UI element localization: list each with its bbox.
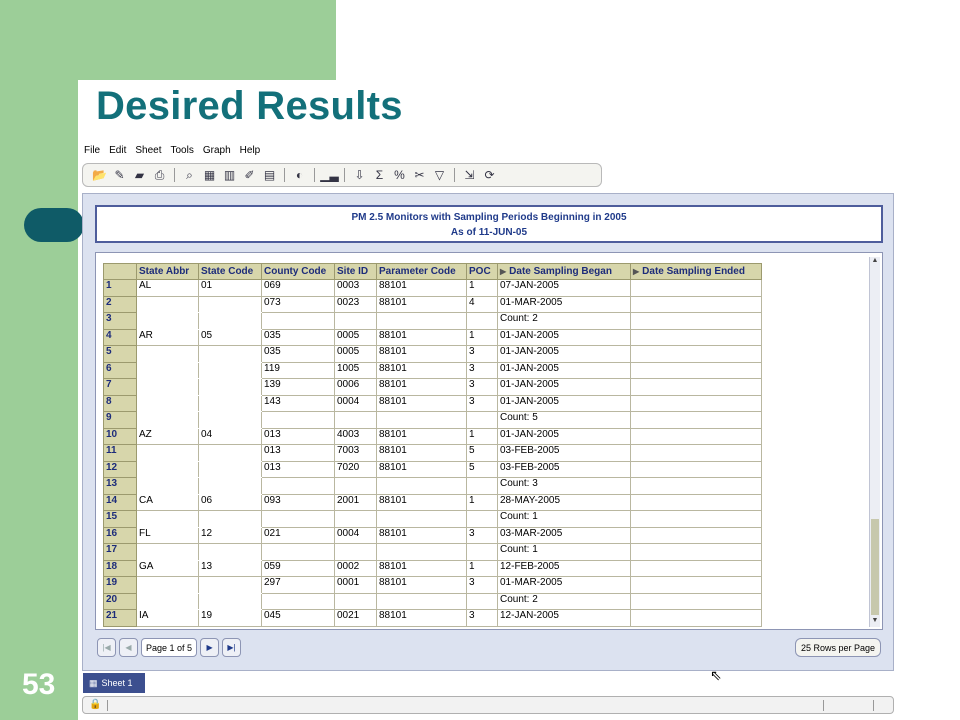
toolbar-separator bbox=[174, 168, 175, 182]
table-row[interactable] bbox=[104, 346, 762, 363]
table-cell[interactable] bbox=[631, 445, 762, 462]
pager bbox=[97, 638, 241, 657]
row-number: 4 bbox=[104, 329, 137, 346]
table-cell[interactable]: 1 bbox=[467, 428, 498, 445]
slide-title: Desired Results bbox=[96, 84, 403, 128]
export-icon[interactable]: ⇩ bbox=[354, 168, 365, 182]
column-header-label: County Code bbox=[264, 266, 327, 277]
table-cell[interactable]: 01-JAN-2005 bbox=[498, 346, 631, 363]
table-cell[interactable]: 88101 bbox=[377, 280, 467, 297]
print-icon[interactable]: ⎙ bbox=[154, 167, 165, 182]
table-cell[interactable]: 3 bbox=[467, 395, 498, 412]
table-cell[interactable]: 119 bbox=[262, 362, 335, 379]
table-cell[interactable] bbox=[631, 560, 762, 577]
menu-tools[interactable]: Tools bbox=[170, 145, 194, 156]
table-cell[interactable]: 88101 bbox=[377, 445, 467, 462]
find-icon[interactable]: ⌕ bbox=[186, 167, 193, 182]
table-cell[interactable]: 3 bbox=[467, 362, 498, 379]
table-cell[interactable]: 1005 bbox=[335, 362, 377, 379]
column-header[interactable] bbox=[377, 264, 467, 280]
table-cell[interactable] bbox=[631, 461, 762, 478]
table-cell[interactable] bbox=[631, 428, 762, 445]
table-cell[interactable]: 3 bbox=[467, 610, 498, 627]
slide-number: 53 bbox=[22, 668, 56, 701]
table-cell[interactable] bbox=[137, 577, 199, 594]
percent-icon[interactable]: % bbox=[394, 168, 405, 182]
table-cell[interactable]: 073 bbox=[262, 296, 335, 313]
table-cell[interactable]: 0021 bbox=[335, 610, 377, 627]
row-number: 14 bbox=[104, 494, 137, 511]
table-cell[interactable]: 88101 bbox=[377, 346, 467, 363]
table-cell[interactable]: 03-MAR-2005 bbox=[498, 527, 631, 544]
table-cell[interactable] bbox=[137, 362, 199, 379]
table-cell[interactable]: 3 bbox=[467, 346, 498, 363]
table-cell[interactable]: 88101 bbox=[377, 560, 467, 577]
table-cell[interactable]: AL bbox=[137, 280, 199, 297]
table-cell[interactable]: 12-JAN-2005 bbox=[498, 610, 631, 627]
drill-icon[interactable]: ⇲ bbox=[464, 168, 475, 182]
toolbar-separator bbox=[454, 168, 455, 182]
table-cell[interactable]: 88101 bbox=[377, 395, 467, 412]
scrollbar-thumb[interactable] bbox=[871, 519, 879, 615]
table-cell[interactable]: 88101 bbox=[377, 428, 467, 445]
table-row[interactable] bbox=[104, 511, 762, 528]
table-row[interactable] bbox=[104, 329, 762, 346]
row-number: 2 bbox=[104, 296, 137, 313]
table-cell[interactable] bbox=[467, 313, 498, 330]
table-row[interactable] bbox=[104, 478, 762, 495]
table-cell[interactable]: 0001 bbox=[335, 577, 377, 594]
page-indicator: Page 1 of 5 bbox=[141, 638, 197, 657]
table-cell[interactable]: 88101 bbox=[377, 296, 467, 313]
table-cell[interactable] bbox=[199, 379, 262, 396]
table-cell[interactable] bbox=[335, 412, 377, 429]
table-cell[interactable]: 5 bbox=[467, 461, 498, 478]
table-cell[interactable]: 03-FEB-2005 bbox=[498, 445, 631, 462]
table-cell[interactable] bbox=[262, 412, 335, 429]
table-row[interactable] bbox=[104, 461, 762, 478]
column-header[interactable] bbox=[498, 264, 631, 280]
table-row[interactable] bbox=[104, 610, 762, 627]
results-grid-panel bbox=[95, 252, 883, 630]
row-number: 11 bbox=[104, 445, 137, 462]
toolbar bbox=[82, 163, 602, 187]
table-cell[interactable]: 013 bbox=[262, 461, 335, 478]
column-header-label: POC bbox=[469, 266, 491, 277]
table-cell[interactable]: 01-JAN-2005 bbox=[498, 379, 631, 396]
table-cell[interactable] bbox=[631, 544, 762, 561]
rows-per-page-button[interactable]: 25 Rows per Page bbox=[795, 638, 881, 657]
table-row[interactable] bbox=[104, 494, 762, 511]
row-number: 3 bbox=[104, 313, 137, 330]
table-cell[interactable] bbox=[199, 412, 262, 429]
column-header[interactable] bbox=[199, 264, 262, 280]
save-icon[interactable]: ✎ bbox=[114, 168, 125, 182]
row-number: 13 bbox=[104, 478, 137, 495]
table-cell[interactable]: 0023 bbox=[335, 296, 377, 313]
table-cell[interactable] bbox=[137, 445, 199, 462]
table-cell[interactable] bbox=[335, 313, 377, 330]
table-row[interactable] bbox=[104, 445, 762, 462]
scroll-up-icon[interactable]: ▲ bbox=[871, 257, 879, 264]
table-row[interactable] bbox=[104, 412, 762, 429]
table-cell[interactable] bbox=[467, 412, 498, 429]
table-cell[interactable]: 013 bbox=[262, 428, 335, 445]
table-cell[interactable]: 0003 bbox=[335, 280, 377, 297]
row-number: 1 bbox=[104, 280, 137, 297]
table-row[interactable] bbox=[104, 544, 762, 561]
table-cell[interactable]: 0004 bbox=[335, 395, 377, 412]
table-cell[interactable]: 7020 bbox=[335, 461, 377, 478]
sheet-icon: ▦ bbox=[89, 677, 98, 688]
toolbar-separator bbox=[284, 168, 285, 182]
row-number: 7 bbox=[104, 379, 137, 396]
row-number: 18 bbox=[104, 560, 137, 577]
crosstab-icon[interactable]: ▥ bbox=[223, 168, 236, 182]
table-cell[interactable]: 035 bbox=[262, 329, 335, 346]
table-cell[interactable] bbox=[631, 362, 762, 379]
toolbar-separator bbox=[344, 168, 345, 182]
menu-help[interactable]: Help bbox=[239, 145, 261, 156]
table-cell[interactable]: 05 bbox=[199, 329, 262, 346]
table-cell[interactable]: GA bbox=[137, 560, 199, 577]
row-number: 16 bbox=[104, 527, 137, 544]
table-cell[interactable]: 1 bbox=[467, 280, 498, 297]
row-number: 21 bbox=[104, 610, 137, 627]
table-cell[interactable]: 12 bbox=[199, 527, 262, 544]
table-cell[interactable] bbox=[467, 478, 498, 495]
menu-graph[interactable]: Graph bbox=[202, 145, 231, 156]
table-cell[interactable]: 0002 bbox=[335, 560, 377, 577]
table-cell[interactable] bbox=[377, 511, 467, 528]
table-cell[interactable] bbox=[199, 313, 262, 330]
table-cell[interactable] bbox=[137, 412, 199, 429]
sheet-tab[interactable] bbox=[83, 673, 145, 693]
table-cell[interactable] bbox=[262, 478, 335, 495]
table-cell[interactable] bbox=[262, 313, 335, 330]
table-cell[interactable]: 88101 bbox=[377, 494, 467, 511]
sort-triangle-icon[interactable]: ▶ bbox=[633, 267, 640, 276]
table-row[interactable] bbox=[104, 280, 762, 297]
mouse-cursor-icon: ⇖ bbox=[710, 667, 722, 683]
table-cell[interactable]: 01-JAN-2005 bbox=[498, 395, 631, 412]
table-cell[interactable] bbox=[631, 296, 762, 313]
table-cell[interactable] bbox=[137, 544, 199, 561]
table-cell[interactable] bbox=[335, 544, 377, 561]
table-row[interactable] bbox=[104, 313, 762, 330]
table-cell[interactable]: 06 bbox=[199, 494, 262, 511]
table-cell[interactable]: Count: 1 bbox=[498, 544, 631, 561]
report-title: PM 2.5 Monitors with Sampling Periods Beginning in 2005 bbox=[351, 212, 627, 223]
table-cell[interactable]: 2001 bbox=[335, 494, 377, 511]
table-cell[interactable]: 88101 bbox=[377, 362, 467, 379]
table-row[interactable] bbox=[104, 527, 762, 544]
open-icon[interactable]: 📂 bbox=[92, 168, 107, 182]
row-number: 17 bbox=[104, 544, 137, 561]
table-cell[interactable]: 01-MAR-2005 bbox=[498, 296, 631, 313]
table-cell[interactable] bbox=[335, 511, 377, 528]
table-cell[interactable]: 04 bbox=[199, 428, 262, 445]
report-subtitle: As of 11-JUN-05 bbox=[450, 227, 528, 238]
table-cell[interactable] bbox=[335, 593, 377, 610]
refresh-icon[interactable]: ⟳ bbox=[484, 168, 495, 182]
last-page-icon[interactable]: ▶| bbox=[222, 638, 241, 657]
edit-icon[interactable]: ✐ bbox=[244, 168, 255, 182]
table-cell[interactable] bbox=[137, 593, 199, 610]
table-cell[interactable]: 143 bbox=[262, 395, 335, 412]
results-table bbox=[103, 263, 762, 627]
table-row[interactable] bbox=[104, 362, 762, 379]
next-page-icon[interactable]: ▶ bbox=[200, 638, 219, 657]
status-divider bbox=[873, 700, 874, 711]
table-cell[interactable] bbox=[631, 610, 762, 627]
paint-icon[interactable]: ✂ bbox=[414, 168, 425, 182]
table-cell[interactable] bbox=[199, 544, 262, 561]
table-icon[interactable]: ▦ bbox=[203, 168, 216, 182]
table-cell[interactable]: 01-JAN-2005 bbox=[498, 329, 631, 346]
status-divider bbox=[107, 700, 108, 711]
table-cell[interactable] bbox=[377, 478, 467, 495]
table-cell[interactable] bbox=[467, 544, 498, 561]
column-header-label: Date Sampling Began bbox=[509, 266, 612, 277]
table-row[interactable] bbox=[104, 577, 762, 594]
table-cell[interactable] bbox=[199, 478, 262, 495]
table-cell[interactable]: 5 bbox=[467, 445, 498, 462]
table-cell[interactable] bbox=[262, 544, 335, 561]
table-cell[interactable]: 3 bbox=[467, 577, 498, 594]
table-cell[interactable]: 035 bbox=[262, 346, 335, 363]
status-divider bbox=[823, 700, 824, 711]
table-row[interactable] bbox=[104, 593, 762, 610]
table-cell[interactable] bbox=[631, 346, 762, 363]
table-cell[interactable]: 01-MAR-2005 bbox=[498, 577, 631, 594]
table-cell[interactable]: 07-JAN-2005 bbox=[498, 280, 631, 297]
table-cell[interactable] bbox=[137, 346, 199, 363]
table-cell[interactable]: Count: 3 bbox=[498, 478, 631, 495]
table-cell[interactable] bbox=[377, 313, 467, 330]
table-cell[interactable]: 88101 bbox=[377, 577, 467, 594]
table-cell[interactable] bbox=[137, 461, 199, 478]
table-cell[interactable]: 0005 bbox=[335, 329, 377, 346]
table-cell[interactable]: AR bbox=[137, 329, 199, 346]
previous-page-icon[interactable]: ◀ bbox=[119, 638, 138, 657]
column-header-label: Date Sampling Ended bbox=[642, 266, 745, 277]
table-cell[interactable]: Count: 1 bbox=[498, 511, 631, 528]
toolbar-separator bbox=[314, 168, 315, 182]
table-cell[interactable] bbox=[137, 296, 199, 313]
table-cell[interactable]: 01-JAN-2005 bbox=[498, 428, 631, 445]
table-cell[interactable]: 01 bbox=[199, 280, 262, 297]
table-cell[interactable]: 139 bbox=[262, 379, 335, 396]
table-cell[interactable] bbox=[631, 478, 762, 495]
table-cell[interactable] bbox=[631, 593, 762, 610]
table-cell[interactable] bbox=[377, 544, 467, 561]
table-cell[interactable] bbox=[631, 412, 762, 429]
table-cell[interactable] bbox=[199, 296, 262, 313]
table-cell[interactable]: Count: 2 bbox=[498, 313, 631, 330]
status-bar bbox=[82, 696, 894, 714]
slide-accent-pill bbox=[24, 208, 84, 242]
row-number: 6 bbox=[104, 362, 137, 379]
table-cell[interactable]: 021 bbox=[262, 527, 335, 544]
lock-icon: 🔒 bbox=[89, 699, 102, 710]
table-cell[interactable]: 7003 bbox=[335, 445, 377, 462]
column-header[interactable] bbox=[631, 264, 762, 280]
table-cell[interactable] bbox=[631, 577, 762, 594]
table-row[interactable] bbox=[104, 296, 762, 313]
table-cell[interactable]: 1 bbox=[467, 560, 498, 577]
vertical-scrollbar[interactable] bbox=[869, 257, 880, 627]
table-cell[interactable]: 045 bbox=[262, 610, 335, 627]
table-cell[interactable]: 3 bbox=[467, 379, 498, 396]
table-cell[interactable]: 12-FEB-2005 bbox=[498, 560, 631, 577]
column-header[interactable] bbox=[262, 264, 335, 280]
table-cell[interactable]: 4003 bbox=[335, 428, 377, 445]
table-cell[interactable] bbox=[199, 461, 262, 478]
table-cell[interactable] bbox=[377, 412, 467, 429]
table-cell[interactable]: FL bbox=[137, 527, 199, 544]
row-number: 5 bbox=[104, 346, 137, 363]
table-cell[interactable]: 88101 bbox=[377, 379, 467, 396]
row-number: 20 bbox=[104, 593, 137, 610]
table-cell[interactable] bbox=[199, 511, 262, 528]
sort-triangle-icon[interactable]: ▶ bbox=[500, 267, 507, 276]
table-cell[interactable] bbox=[631, 280, 762, 297]
table-cell[interactable] bbox=[199, 577, 262, 594]
row-number: 9 bbox=[104, 412, 137, 429]
table-cell[interactable] bbox=[137, 379, 199, 396]
row-number: 15 bbox=[104, 511, 137, 528]
row-number: 12 bbox=[104, 461, 137, 478]
table-cell[interactable] bbox=[199, 346, 262, 363]
discoverer-window bbox=[80, 143, 896, 720]
table-cell[interactable] bbox=[137, 478, 199, 495]
menu-file[interactable]: File bbox=[84, 145, 101, 156]
mask-icon[interactable]: ◐ bbox=[295, 168, 304, 182]
chart-icon[interactable]: ▁▃ bbox=[320, 168, 339, 182]
table-cell[interactable]: 88101 bbox=[377, 527, 467, 544]
table-cell[interactable]: 1 bbox=[467, 494, 498, 511]
table-cell[interactable]: 01-JAN-2005 bbox=[498, 362, 631, 379]
table-cell[interactable]: 88101 bbox=[377, 461, 467, 478]
table-cell[interactable]: IA bbox=[137, 610, 199, 627]
table-cell[interactable] bbox=[262, 593, 335, 610]
row-number: 10 bbox=[104, 428, 137, 445]
sheet-tab-label: Sheet 1 bbox=[101, 678, 133, 688]
table-cell[interactable] bbox=[631, 313, 762, 330]
table-cell[interactable]: 1 bbox=[467, 329, 498, 346]
table-cell[interactable] bbox=[631, 511, 762, 528]
table-cell[interactable]: 13 bbox=[199, 560, 262, 577]
table-cell[interactable]: 059 bbox=[262, 560, 335, 577]
column-header[interactable] bbox=[335, 264, 377, 280]
table-cell[interactable]: 0004 bbox=[335, 527, 377, 544]
table-cell[interactable]: 093 bbox=[262, 494, 335, 511]
table-cell[interactable]: 3 bbox=[467, 527, 498, 544]
table-cell[interactable] bbox=[262, 511, 335, 528]
table-cell[interactable] bbox=[137, 313, 199, 330]
corner-header bbox=[104, 264, 137, 280]
slide-top-band bbox=[78, 0, 336, 80]
table-cell[interactable] bbox=[335, 478, 377, 495]
table-row[interactable] bbox=[104, 395, 762, 412]
folder-icon[interactable]: ▰ bbox=[134, 168, 145, 182]
report-header bbox=[95, 205, 883, 243]
table-row[interactable] bbox=[104, 428, 762, 445]
column-header[interactable] bbox=[137, 264, 199, 280]
table-cell[interactable]: 88101 bbox=[377, 610, 467, 627]
table-cell[interactable]: 03-FEB-2005 bbox=[498, 461, 631, 478]
table-cell[interactable] bbox=[137, 511, 199, 528]
table-cell[interactable]: 88101 bbox=[377, 329, 467, 346]
table-cell[interactable] bbox=[631, 395, 762, 412]
column-header-label: Parameter Code bbox=[379, 266, 456, 277]
table-cell[interactable]: 013 bbox=[262, 445, 335, 462]
table-cell[interactable] bbox=[631, 379, 762, 396]
table-cell[interactable]: 4 bbox=[467, 296, 498, 313]
table-cell[interactable] bbox=[631, 527, 762, 544]
row-number: 8 bbox=[104, 395, 137, 412]
slide-left-band bbox=[0, 0, 78, 720]
table-cell[interactable] bbox=[199, 362, 262, 379]
row-number: 19 bbox=[104, 577, 137, 594]
table-cell[interactable]: 069 bbox=[262, 280, 335, 297]
table-row[interactable] bbox=[104, 379, 762, 396]
filter-icon[interactable]: ▽ bbox=[434, 168, 445, 182]
menu-bar bbox=[84, 145, 260, 161]
column-header-label: State Abbr bbox=[139, 266, 190, 277]
table-cell[interactable]: 0005 bbox=[335, 346, 377, 363]
table-cell[interactable] bbox=[631, 329, 762, 346]
table-cell[interactable]: 28-MAY-2005 bbox=[498, 494, 631, 511]
table-cell[interactable]: 19 bbox=[199, 610, 262, 627]
table-cell[interactable] bbox=[467, 593, 498, 610]
format-icon[interactable]: ▤ bbox=[263, 168, 276, 182]
table-cell[interactable] bbox=[467, 511, 498, 528]
table-cell[interactable] bbox=[199, 593, 262, 610]
table-cell[interactable]: Count: 5 bbox=[498, 412, 631, 429]
sum-icon[interactable]: Σ bbox=[375, 168, 384, 182]
menu-edit[interactable]: Edit bbox=[109, 145, 127, 156]
column-header-label: State Code bbox=[201, 266, 254, 277]
column-header[interactable] bbox=[467, 264, 498, 280]
table-cell[interactable]: AZ bbox=[137, 428, 199, 445]
table-cell[interactable] bbox=[199, 445, 262, 462]
table-cell[interactable]: 297 bbox=[262, 577, 335, 594]
scroll-down-icon[interactable]: ▼ bbox=[871, 617, 879, 624]
table-cell[interactable] bbox=[377, 593, 467, 610]
table-cell[interactable]: CA bbox=[137, 494, 199, 511]
table-cell[interactable]: 0006 bbox=[335, 379, 377, 396]
table-cell[interactable] bbox=[199, 395, 262, 412]
table-cell[interactable] bbox=[137, 395, 199, 412]
table-cell[interactable]: Count: 2 bbox=[498, 593, 631, 610]
table-row[interactable] bbox=[104, 560, 762, 577]
table-cell[interactable] bbox=[631, 494, 762, 511]
column-header-label: Site ID bbox=[337, 266, 369, 277]
first-page-icon[interactable]: |◀ bbox=[97, 638, 116, 657]
menu-sheet[interactable]: Sheet bbox=[135, 145, 162, 156]
